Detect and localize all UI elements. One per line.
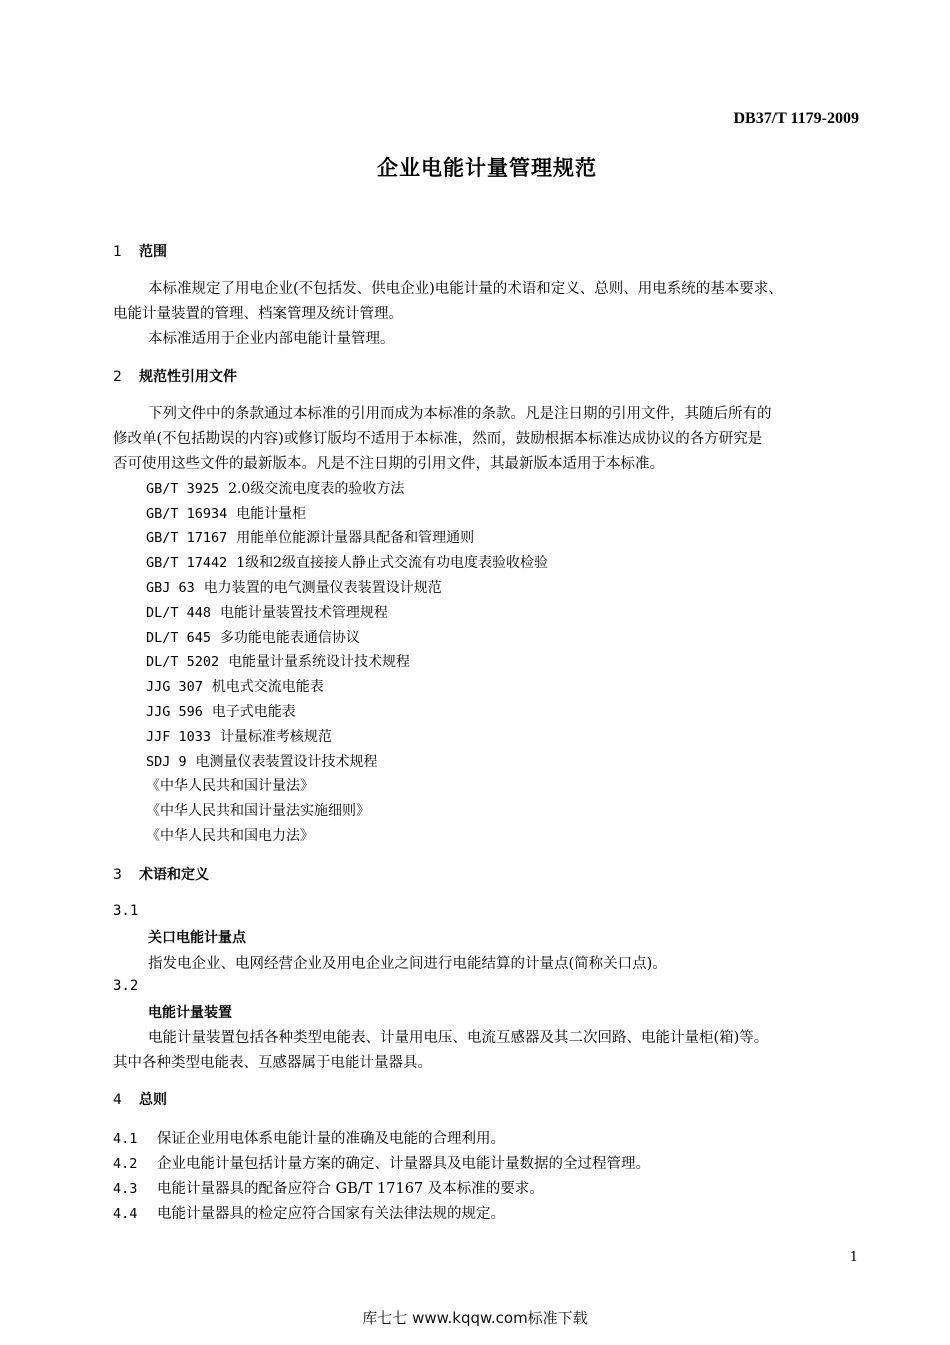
term-name: 关口电能计量点	[148, 930, 246, 946]
clause-item	[113, 1127, 505, 1148]
reference-item	[146, 800, 370, 820]
reference-title: 电能计量柜	[236, 506, 307, 522]
reference-item	[146, 701, 296, 721]
reference-item	[146, 775, 314, 795]
s1-para-line: 本标准适用于企业内部电能计量管理。	[148, 331, 395, 347]
reference-title: 电子式电能表	[211, 704, 296, 720]
reference-title: 机电式交流电能表	[211, 679, 324, 695]
reference-code: GB/T 16934	[146, 506, 228, 522]
reference-code: JJF 1033	[146, 729, 212, 745]
term-number: 3.2	[113, 978, 139, 994]
reference-title: 2.0级交流电度表的验收方法	[228, 481, 405, 497]
footer-watermark: 库七七 www.kqqw.com标准下载	[362, 1309, 588, 1327]
reference-title: 电测量仪表装置设计技术规程	[195, 754, 378, 770]
section-title: 范围	[139, 244, 167, 260]
section-1-heading	[113, 241, 167, 261]
clause-item	[113, 1177, 544, 1198]
document-title: 企业电能计量管理规范	[377, 156, 597, 180]
section-3-heading	[113, 864, 209, 884]
reference-code: GBJ 63	[146, 580, 195, 596]
clause-number: 4.4	[113, 1206, 138, 1222]
section-number: 4	[113, 1092, 122, 1108]
reference-item	[146, 577, 442, 597]
reference-title: 《中华人民共和国计量法实施细则》	[146, 803, 370, 819]
reference-item	[146, 478, 404, 498]
reference-item	[146, 503, 306, 523]
reference-item	[146, 602, 388, 622]
clause-text: 保证企业用电体系电能计量的准确及电能的合理利用。	[157, 1131, 505, 1147]
reference-code: JJG 596	[146, 704, 203, 720]
reference-item	[146, 552, 548, 572]
s1-para-line: 本标准规定了用电企业(不包括发、供电企业)电能计量的术语和定义、总则、用电系统的基本要求、	[148, 281, 783, 297]
section-number: 2	[113, 369, 122, 385]
clause-number: 4.1	[113, 1131, 138, 1147]
term-name: 电能计量装置	[148, 1005, 232, 1021]
section-title: 规范性引用文件	[139, 369, 237, 385]
clause-text: 电能计量器具的配备应符合 GB/T 17167 及本标准的要求。	[157, 1181, 544, 1197]
clause-text: 电能计量器具的检定应符合国家有关法律法规的规定。	[157, 1206, 505, 1222]
term-number: 3.1	[113, 903, 139, 919]
reference-item	[146, 651, 410, 671]
section-2-heading	[113, 366, 237, 386]
reference-code: DL/T 448	[146, 605, 212, 621]
s2-para-line: 否可使用这些文件的最新版本。凡是不注日期的引用文件，其最新版本适用于本标准。	[113, 456, 664, 472]
reference-code: GB/T 17442	[146, 555, 228, 571]
clause-number: 4.3	[113, 1181, 138, 1197]
section-number: 3	[113, 867, 122, 883]
s1-para-line: 电能计量装置的管理、档案管理及统计管理。	[113, 306, 403, 322]
term-definition: 其中各种类型电能表、互感器属于电能计量器具。	[113, 1055, 432, 1071]
section-title: 总则	[139, 1092, 167, 1108]
reference-code: SDJ 9	[146, 754, 187, 770]
reference-code: DL/T 5202	[146, 654, 220, 670]
section-4-heading	[113, 1089, 167, 1109]
term-definition: 指发电企业、电网经营企业及用电企业之间进行电能结算的计量点(简称关口点)。	[148, 956, 667, 972]
reference-title: 1级和2级直接接人静止式交流有功电度表验收检验	[236, 555, 549, 571]
clause-item	[113, 1202, 505, 1223]
section-number: 1	[113, 244, 122, 260]
reference-title: 《中华人民共和国计量法》	[146, 778, 314, 794]
term-definition: 电能计量装置包括各种类型电能表、计量用电压、电流互感器及其二次回路、电能计量柜(箱)等。	[148, 1030, 769, 1046]
reference-item	[146, 751, 378, 771]
reference-code: DL/T 645	[146, 630, 212, 646]
reference-title: 用能单位能源计量器具配备和管理通则	[236, 530, 475, 546]
clause-item	[113, 1152, 650, 1173]
section-title: 术语和定义	[139, 867, 209, 883]
s2-para-line: 下列文件中的条款通过本标准的引用而成为本标准的条款。凡是注日期的引用文件，其随后所有的	[148, 406, 772, 422]
s2-para-line: 修改单(不包括勘误的内容)或修订版均不适用于本标准，然而，鼓励根据本标准达成协议的各方研究是	[113, 431, 763, 447]
reference-title: 计量标准考核规范	[219, 729, 332, 745]
reference-title: 电力装置的电气测量仪表装置设计规范	[203, 580, 442, 596]
reference-code: GB/T 17167	[146, 530, 228, 546]
reference-item	[146, 726, 332, 746]
reference-title: 《中华人民共和国电力法》	[146, 828, 314, 844]
reference-code: GB/T 3925	[146, 481, 220, 497]
reference-item	[146, 627, 360, 647]
reference-code: JJG 307	[146, 679, 203, 695]
clause-number: 4.2	[113, 1156, 138, 1172]
reference-item	[146, 527, 474, 547]
page-number: 1	[849, 1250, 858, 1265]
standard-code: DB37/T 1179-2009	[733, 110, 859, 127]
reference-title: 多功能电能表通信协议	[219, 630, 360, 646]
reference-title: 电能量计量系统设计技术规程	[228, 654, 411, 670]
reference-item	[146, 676, 324, 696]
reference-title: 电能计量装置技术管理规程	[219, 605, 388, 621]
clause-text: 企业电能计量包括计量方案的确定、计量器具及电能计量数据的全过程管理。	[157, 1156, 650, 1172]
reference-item	[146, 825, 314, 845]
